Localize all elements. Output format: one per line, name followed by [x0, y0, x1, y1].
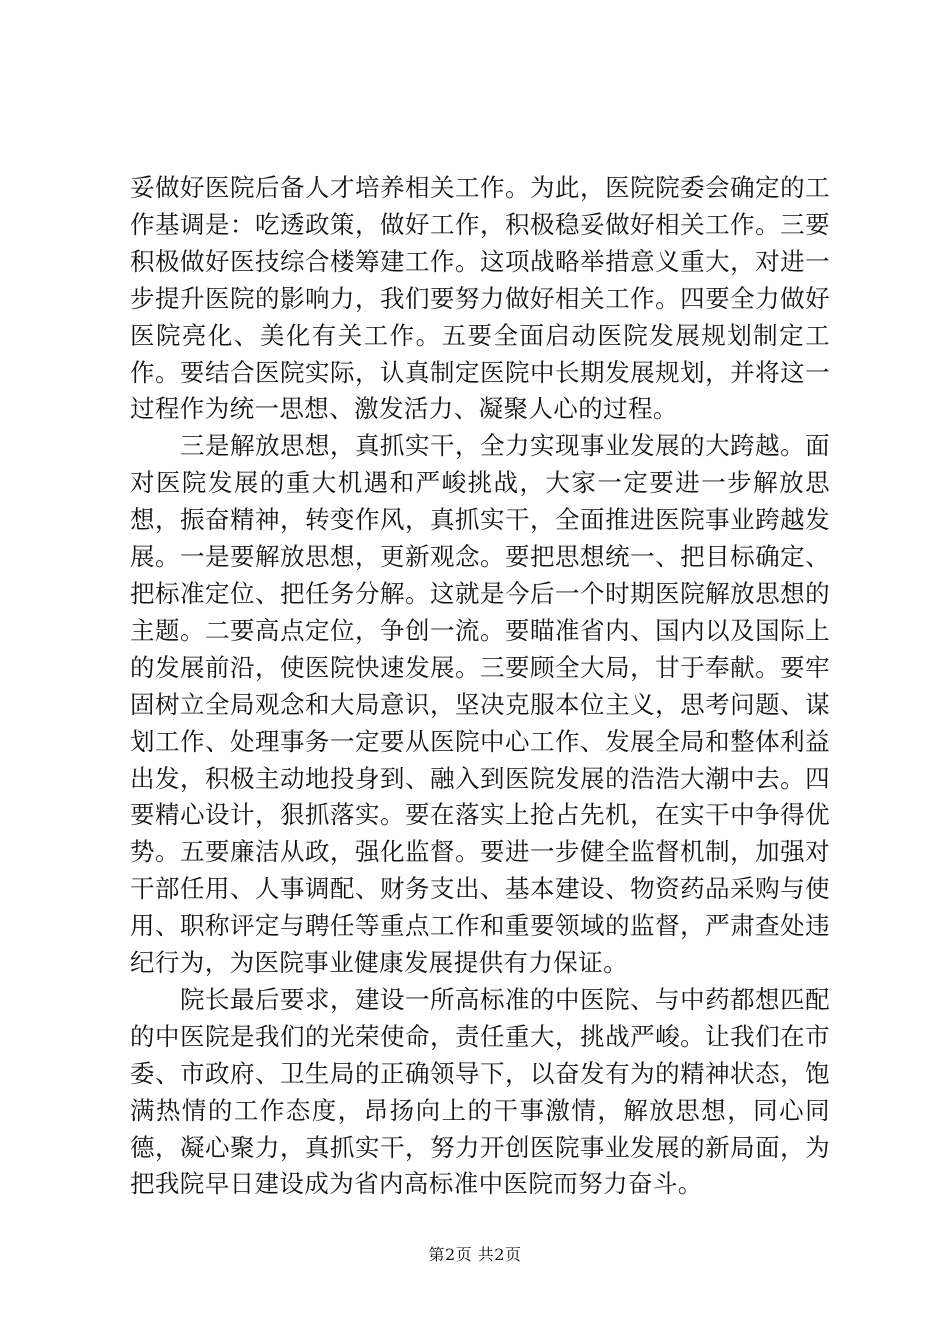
paragraph-2: 三是解放思想，真抓实干，全力实现事业发展的大跨越。面对医院发展的重大机遇和严峻挑战，大家一定要进一步解放思想，振奋精神，转变作风，真抓实干，全面推进医院事业跨越发展。一是要解放思想，更新观念。要把思想统一、把目标确定、把标准定位、把任务分解。这就是今后一个时期医院解放思想的主题。二要高点定位，争创一流。要瞄准省内、国内以及国际上的发展前沿，使医院快速发展。三要顾全大局，甘于奉献。要牢固树立全局观念和大局意识，坚决克服本位主义，思考问题、谋划工作、处理事务一定要从医院中心工作、发展全局和整体利益出发，积极主动地投身到、融入到医院发展的浩浩大潮中去。四要精心设计，狠抓落实。要在落实上抢占先机，在实干中争得优势。五要廉洁从政，强化监督。要进一步健全监督机制，加强对干部任用、人事调配、财务支出、基本建设、物资药品采购与使用、职称评定与聘任等重点工作和重要领域的监督，严肃查处违纪行为，为医院事业健康发展提供有力保证。 — [130, 431, 830, 978]
paragraph-3: 院长最后要求，建设一所高标准的中医院、与中药都想匹配的中医院是我们的光荣使命，责任重大，挑战严峻。让我们在市委、市政府、卫生局的正确领导下，以奋发有为的精神状态，饱满热情的工作态度，昂扬向上的干事激情，解放思想，同心同德，凝心聚力，真抓实干，努力开创医院事业发展的新局面，为把我院早日建设成为省内高标准中医院而努力奋斗。 — [130, 984, 830, 1199]
paragraph-1: 妥做好医院后备人才培养相关工作。为此，医院院委会确定的工作基调是：吃透政策，做好工作，积极稳妥做好相关工作。三要积极做好医技综合楼筹建工作。这项战略举措意义重大，对进一步提升医院的影响力，我们要努力做好相关工作。四要全力做好医院亮化、美化有关工作。五要全面启动医院发展规划制定工作。要结合医院实际，认真制定医院中长期发展规划，并将这一过程作为统一思想、激发活力、凝聚人心的过程。 — [130, 173, 830, 424]
page-number-footer: 第2页 共2页 — [428, 1245, 522, 1264]
document-body — [130, 170, 830, 1203]
